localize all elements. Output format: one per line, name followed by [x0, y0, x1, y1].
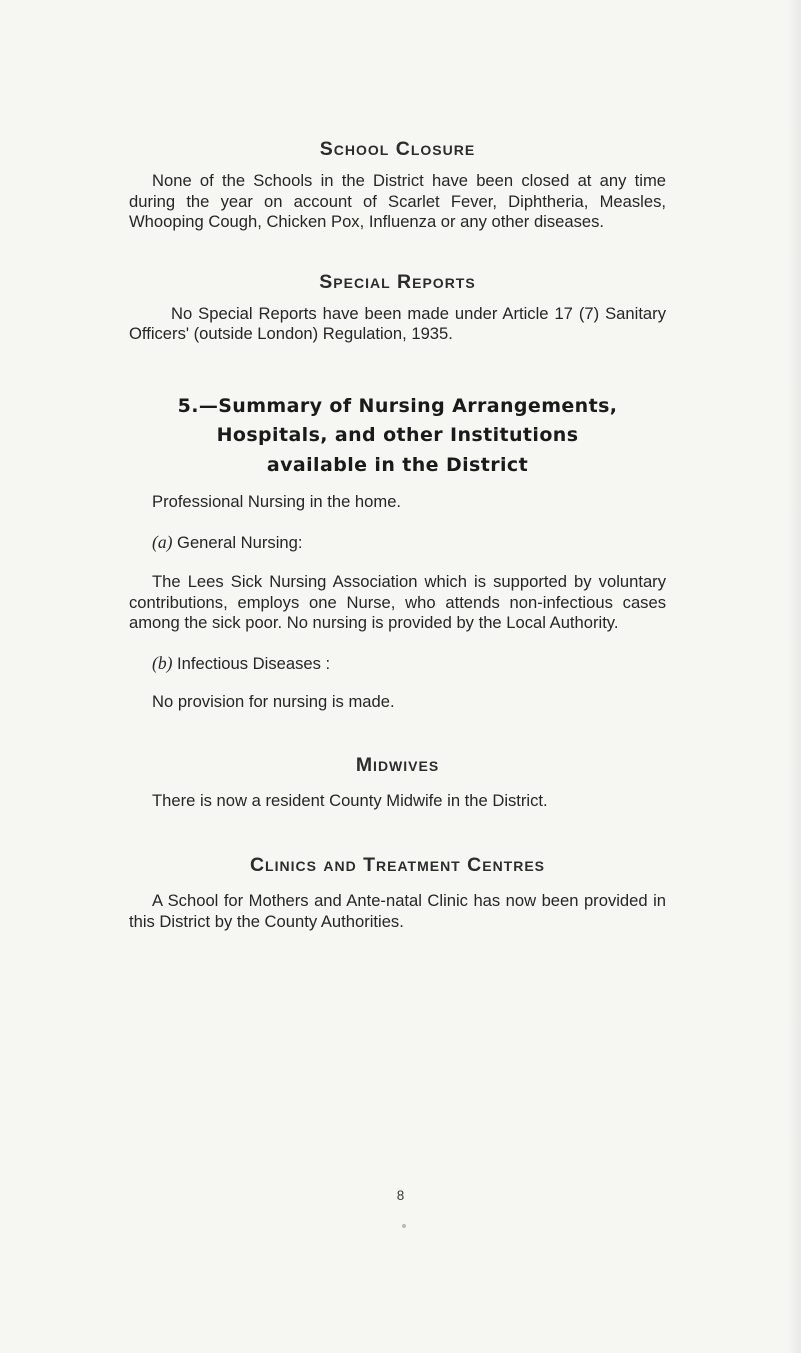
midwives-heading: Midwives: [355, 754, 440, 777]
general-nursing-text: General Nursing:: [177, 533, 303, 553]
page-number: 8: [396, 1188, 405, 1203]
nursing-title-line-2: Hospitals, and other Institutions: [216, 424, 579, 447]
page-edge-shadow: [787, 0, 801, 1353]
special-reports-paragraph: No Special Reports have been made under Article 17 (7) Sanitary Officers' (outside London) Regulation, 1935.: [129, 303, 666, 344]
infectious-diseases-label: (b): [152, 652, 173, 673]
school-closure-paragraph: None of the Schools in the District have been closed at any time during the year on account of Scarlet Fever, Diphtheria, Measles, Whooping Cough, Chicken Pox, Influenza or any other diseases.: [129, 171, 666, 232]
clinics-heading: Clinics and Treatment Centres: [249, 854, 546, 877]
nursing-title-line-1: 5.—Summary of Nursing Arrangements,: [177, 394, 618, 417]
document-page: [129, 138, 666, 932]
general-nursing-paragraph: The Lees Sick Nursing Association which is supported by voluntary contributions, employs one Nurse, who attends non-infectious cases among the sick poor. No nursing is provided by the Local Authority.: [129, 572, 666, 633]
clinics-paragraph: A School for Mothers and Ante-natal Clinic has now been provided in this District by the County Authorities.: [129, 891, 666, 931]
general-nursing-label: (a): [152, 532, 173, 553]
school-closure-heading: School Closure: [319, 138, 476, 160]
nursing-intro: Professional Nursing in the home.: [152, 492, 402, 512]
special-reports-heading: Special Reports: [319, 270, 476, 293]
nursing-section-title: [129, 392, 666, 481]
nursing-title-line-3: available in the District: [266, 453, 529, 476]
infectious-diseases-text: Infectious Diseases :: [177, 653, 331, 673]
midwives-paragraph: There is now a resident County Midwife in the District.: [152, 791, 548, 811]
general-nursing-subheading: [129, 532, 666, 553]
infectious-diseases-subheading: [129, 653, 666, 674]
infectious-diseases-paragraph: No provision for nursing is made.: [152, 691, 395, 711]
paper-speck: [402, 1224, 406, 1228]
